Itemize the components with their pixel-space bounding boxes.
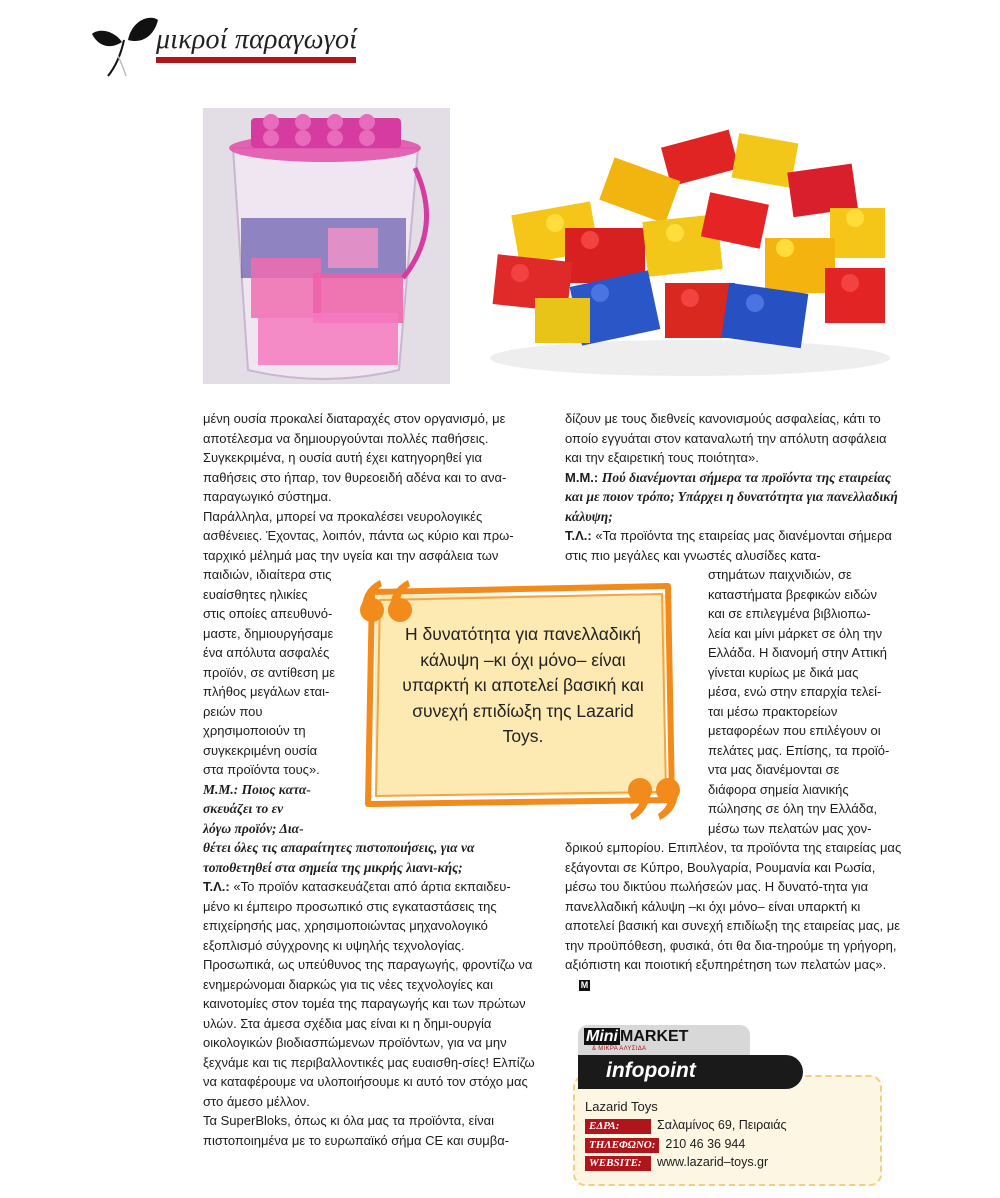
infopoint-title: infopoint bbox=[606, 1059, 696, 1082]
text-line: ται μέσω πρακτορείων bbox=[708, 703, 838, 719]
text-line: ευαίσθητες ηλικίες bbox=[203, 586, 308, 602]
pull-quote-text: Η δυνατότητα για πανελλαδική κάλυψη –κι όχι μόνο– είναι υπαρκτή κι αποτελεί βασική και συνεχή επιδίωξη της Lazarid Toys. bbox=[402, 624, 644, 746]
text-line: πλήθος μεγάλων εται- bbox=[203, 684, 330, 699]
text-line: μαστε, δημιουργήσαμε bbox=[203, 625, 334, 641]
leaf-logo-icon bbox=[88, 6, 160, 78]
paragraph bbox=[565, 838, 905, 994]
answer-text: δρικού εμπορίου. Επιπλέον, τα προϊόντα της εταιρείας μας εξάγονται σε Κύπρο, Βουλγαρία, Ρουμανία και Ρωσία, μέσω του δικτύου πωλήσεών μας. Η δυνατό-τητα για πανελλαδική κάλυψη –κι όχι μόνο– είναι υπαρκτή κι αποτελεί βασική και συνεχή επιδίωξη της εταιρείας μας, με την προϋπόθεση, φυσικά, ότι θα δια-τηρούμε τη γρήγορη, αξιόπιστη και ποιοτική εξυπηρέτηση των πελατών μας». bbox=[565, 840, 902, 972]
text-line: πελάτες μας. Επίσης, τα προϊό- bbox=[708, 742, 890, 758]
section-title: μικροί παραγωγοί bbox=[156, 24, 358, 55]
info-row-website[interactable] bbox=[585, 1155, 768, 1171]
text-line: και σε επιλεγμένα βιβλιοπω- bbox=[708, 606, 871, 621]
text-line: διάφορα σημεία λιανικής bbox=[708, 781, 849, 797]
text-line: ένα απόλυτα ασφαλές bbox=[203, 645, 330, 660]
text-line: μεταφορέων που επιλέγουν οι bbox=[708, 723, 881, 738]
speaker-label: Τ.Λ.: bbox=[203, 879, 230, 894]
info-label: ΤΗΛΕΦΩΝΟ: bbox=[585, 1138, 659, 1153]
bucket-illustration bbox=[203, 108, 450, 384]
text-line: συγκεκριμένη ουσία bbox=[203, 742, 318, 758]
blocks-illustration bbox=[475, 108, 905, 384]
website-link[interactable]: www.lazarid–toys.gr bbox=[657, 1155, 769, 1169]
logo-subtitle: & ΜΙΚΡΑ ΑΛΥΣΙΔΑ bbox=[592, 1046, 647, 1052]
text-line: στα προϊόντα τους». bbox=[203, 762, 320, 777]
text-line: μέσα, ενώ στην επαρχία τελεί- bbox=[708, 684, 882, 699]
text-line: προϊόν, σε αντίθεση με bbox=[203, 664, 336, 680]
info-value: 210 46 36 944 bbox=[665, 1137, 746, 1151]
end-mark-icon: M bbox=[580, 979, 589, 990]
info-row-address bbox=[585, 1118, 787, 1134]
answer-text: «Τα προϊόντα της εταιρείας μας διανέμονται σήμερα στις πιο μεγάλες και γνωστές αλυσίδες κατα- bbox=[565, 528, 892, 563]
question-text: Πού διανέμονται σήμερα τα προϊόντα της εταιρείας και με ποιον τρόπο; Υπάρχει η δυνατότητα για πανελλαδική κάλυψη; bbox=[565, 469, 898, 524]
bucket-photo bbox=[203, 108, 450, 384]
text-line: λεία και μίνι μάρκετ σε όλη την bbox=[708, 625, 883, 641]
paragraph: μένη ουσία προκαλεί διαταραχές στον οργανισμό, με αποτέλεσμα να δημιουργούνται πολλές παθήσεις. Συγκεκριμένα, η ουσία αυτή έχει κατηγορηθεί για παθήσεις στο ήπαρ, τον θυρεοειδή αδένα και το ανα-παραγωγικό σύστημα. bbox=[203, 411, 507, 504]
info-value: Σαλαμίνος 69, Πειραιάς bbox=[657, 1118, 787, 1132]
text-line: μέσω των πελατών μας χον- bbox=[708, 820, 872, 836]
blocks-photo bbox=[475, 108, 905, 384]
text-line: ρειών που bbox=[203, 703, 263, 719]
minimarket-logo bbox=[584, 1028, 688, 1046]
text-line: καταστήματα βρεφικών ειδών bbox=[708, 586, 877, 602]
info-label: WEBSITE: bbox=[585, 1156, 651, 1171]
question-line: λόγω προϊόν; Δια- bbox=[203, 820, 304, 836]
paragraph: δίζουν με τους διεθνείς κανονισμούς ασφαλείας, κάτι το οποίο εγγυάται στον καταναλωτή την απόλυτη ασφάλεια και την εξαιρετική τους ποιότητα». bbox=[565, 411, 887, 465]
title-underline bbox=[156, 57, 356, 63]
narrow-text-block bbox=[708, 565, 905, 838]
text-line: στημάτων παιχνιδιών, σε bbox=[708, 567, 852, 582]
answer-text: «Το προϊόν κατασκευάζεται από άρτια εκπαιδευ-μένο κι έμπειρο προσωπικό στις εγκαταστάσεις της επιχείρησής μας, χρησιμοποιώντας μηχανολογικό εξοπλισμό σύγχρονης κι υψηλής τεχνολογίας. Προσωπικά, ως υπεύθυνος της παραγωγής, φροντίζω να ενημερώνομαι διαρκώς για τις νέες τεχνολογίες και καινοτομίες στον τομέα της παραγωγής και των πρώτων υλών. Στα άμεσα σχέδια μας είναι κι η δημι-ουργία οικολογικών βιοδιασπώμενων προϊόντων, για να μην ξεχνάμε και τις περιβαλλοντικές μας ευαισθη-σίες! Ελπίζω να καταφέρουμε να υλοποιήσουμε κι αυτό τον στόχο μας στο άμεσο μέλλον. bbox=[203, 879, 535, 1109]
paragraph: Παράλληλα, μπορεί να προκαλέσει νευρολογικές ασθένειες. Έχοντας, λοιπόν, πάντα ως κύριο και πρω-ταρχικό μέλημά μας την υγεία και την ασφάλεια των bbox=[203, 508, 514, 563]
text-line: χρησιμοποιούν τη bbox=[203, 723, 306, 738]
text-line: Ελλάδα. Η διανομή στην Αττική bbox=[708, 645, 888, 660]
paragraph: Τα SuperBloks, όπως κι όλα μας τα προϊόντα, είναι πιστοποιημένα με το ευρωπαϊκό σήμα CE και συμβα- bbox=[203, 1113, 510, 1148]
company-name: Lazarid Toys bbox=[585, 1099, 658, 1114]
question-line: Μ.Μ.: Ποιος κατα- bbox=[203, 781, 311, 797]
text-line: πώλησης σε όλη την Ελλάδα, bbox=[708, 801, 878, 816]
speaker-label: Μ.Μ.: bbox=[565, 469, 599, 485]
text-line: ντα μας διανέμονται σε bbox=[708, 762, 840, 777]
question-text: θέτει όλες τις απαραίτητες πιστοποιήσεις, για να τοποθετηθεί στα σημεία της μικρής λιανι-κής; bbox=[203, 840, 475, 875]
text-line: γίνεται κυρίως με δικά μας bbox=[708, 664, 859, 680]
info-row-phone bbox=[585, 1137, 745, 1153]
text-line: παιδιών, ιδιαίτερα στις bbox=[203, 567, 332, 582]
logo-mini: Mini bbox=[586, 1028, 618, 1045]
narrow-text-block bbox=[203, 565, 343, 838]
text-line: στις οποίες απευθυνό- bbox=[203, 606, 333, 621]
speaker-label: Τ.Λ.: bbox=[565, 528, 592, 543]
logo-market: MARKET bbox=[620, 1028, 689, 1045]
question-paragraph bbox=[565, 468, 905, 527]
answer-paragraph bbox=[565, 526, 905, 565]
info-label: ΕΔΡΑ: bbox=[585, 1119, 651, 1134]
answer-paragraph bbox=[203, 877, 535, 1111]
question-line: σκευάζει το εν bbox=[203, 801, 284, 816]
